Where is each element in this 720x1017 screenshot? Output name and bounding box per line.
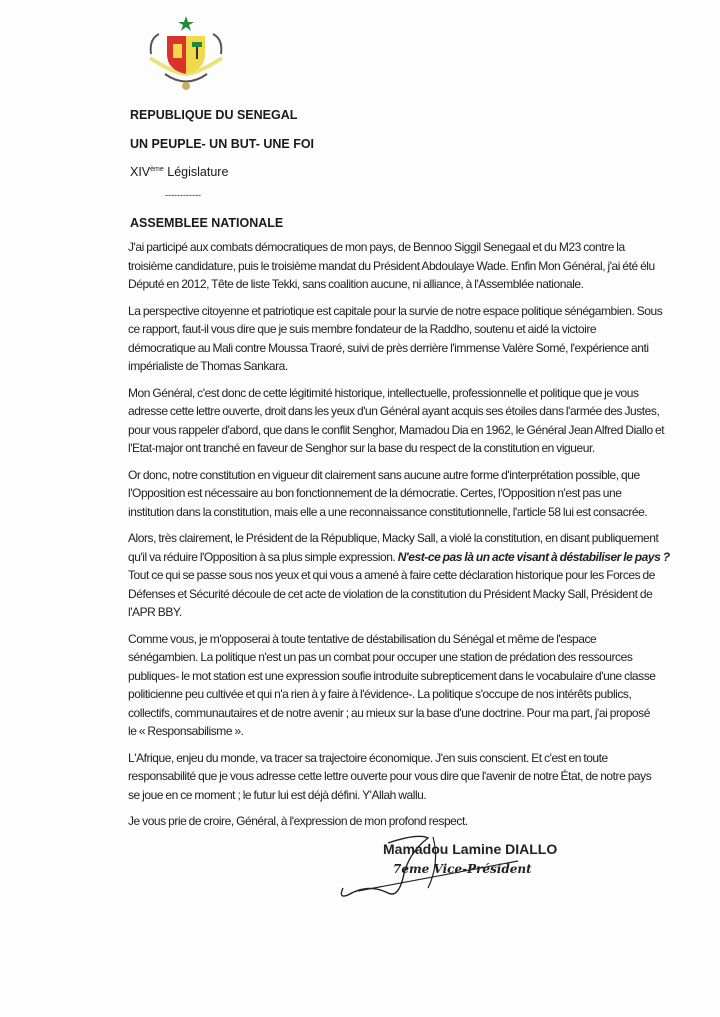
text-line: politicienne peu cultivée et qui n'a rien à y faire à l'évidence-. La politique s'occupe de nos intérêts publics, [128,687,632,701]
text-line [128,548,712,567]
text-line: ce rapport, faut-il vous dire que je suis membre fondateur de la Raddho, soutenu et aidé la victoire [128,322,597,336]
text-line: L'Afrique, enjeu du monde, va tracer sa trajectoire économique. J'en suis conscient. Et c'est en toute [128,750,608,765]
text-line: collectifs, communautaires et de notre avenir ; au mieux sur la base d'une doctrine. Pour ma part, j'ai proposé [128,705,650,720]
paragraph-5 [128,529,712,622]
text-line: J'ai participé aux combats démocratiques de mon pays, de Bennoo Siggil Senegaal et du M23 contre la [128,240,625,254]
text-line: se joue en ce moment ; le futur lui est déjà défini. Y'Allah wallu. [128,787,427,802]
text-line: publiques- le mot station est une expression soufie introduite subrepticement dans le vocabulaire d'une classe [128,668,656,683]
institution-name: ASSEMBLEE NATIONALE [130,216,284,230]
legislature-word: Législature [163,165,229,179]
separator: ------------ [165,190,201,200]
text-line: Député en 2012, Tête de liste Tekki, sans coalition aucune, ni alliance, à l'Assemblée nationale. [128,277,584,291]
legislature-superscript: ème [150,165,164,173]
text-line: Défenses et Sécurité découle de cet acte de violation de la constitution du Président Macky Sall, Président de [128,586,653,601]
text-line: le « Responsabilisme ». [128,724,244,738]
text-line: démocratique au Mali contre Moussa Traoré, suivi de près derrière l'immense Valère Somé, l'expérience anti [128,340,649,355]
emphasized-question: N'est-ce pas là un acte visant à déstabiliser le pays ? [397,549,670,564]
signatory-title: 7eme Vice-Président [393,861,532,876]
closing-line [128,812,712,831]
text-line: Je vous prie de croire, Général, à l'expression de mon profond respect. [128,814,468,828]
paragraph-6 [128,630,712,741]
text-line: pour vous rappeler d'abord, que dans le conflit Senghor, Mamadou Dia en 1962, le Général Jean Alfred Diallo et [128,422,665,437]
signature-block [383,839,683,899]
coat-of-arms-emblem [145,14,227,94]
text-line: adresse cette lettre ouverte, droit dans les yeux d'un Général ayant acquis ses étoiles dans l'armée des Justes, [128,404,660,418]
text-line: La perspective citoyenne et patriotique est capitale pour la survie de notre espace politique sénégambien. Sous [128,303,663,318]
paragraph-7 [128,749,712,805]
paragraph-1 [128,238,712,294]
legislature [130,165,228,179]
text-plain: qu'il va réduire l'Opposition à sa plus simple expression. [128,549,398,564]
national-motto: UN PEUPLE- UN BUT- UNE FOI [130,137,315,151]
text-line: l'Opposition est nécessaire au bon fonctionnement de la démocratie. Certes, l'Opposition n'est pas une [128,486,622,500]
text-line: sénégambien. La politique n'est un pas un combat pour occuper une station de prédation des ressources [128,650,633,664]
text-line: institution dans la constitution, mais elle a une reconnaissance constitutionnelle, l'article 58 lui est consacrée. [128,504,648,519]
text-line: Mon Général, c'est donc de cette légitimité historique, intellectuelle, professionnelle et politique que je vous [128,385,639,400]
text-line: l'Etat-major ont tranché en faveur de Senghor sur la base du respect de la constitution en vigueur. [128,441,595,455]
text-line: troisième candidature, puis le troisième mandat du Président Abdoulaye Wade. Enfin Mon Général, j'ai été élu [128,258,655,273]
paragraph-3 [128,384,712,458]
text-line: Alors, très clairement, le Président de la République, Macky Sall, a violé la constitution, en disant publiquement [128,531,659,545]
letter-body [128,238,712,899]
paragraph-2 [128,302,712,376]
text-line: impérialiste de Thomas Sankara. [128,359,288,373]
country-name: REPUBLIQUE DU SENEGAL [130,108,298,122]
text-line: responsabilité que je vous adresse cette lettre ouverte pour vous dire que l'avenir de notre État, de notre pays [128,769,652,783]
text-line: l'APR BBY. [128,605,182,619]
text-line: Tout ce qui se passe sous nos yeux et qui vous a amené à faire cette déclaration historique pour les Forces de [128,568,656,582]
legislature-number: XIV [130,165,151,179]
paragraph-4 [128,466,712,522]
signatory-name: Mamadou Lamine DIALLO [383,840,558,857]
text-line: Or donc, notre constitution en vigueur dit clairement sans aucune autre forme d'interprétation possible, que [128,467,640,482]
text-line: Comme vous, je m'opposerai à toute tentative de déstabilisation du Sénégal et même de l'espace [128,631,597,646]
